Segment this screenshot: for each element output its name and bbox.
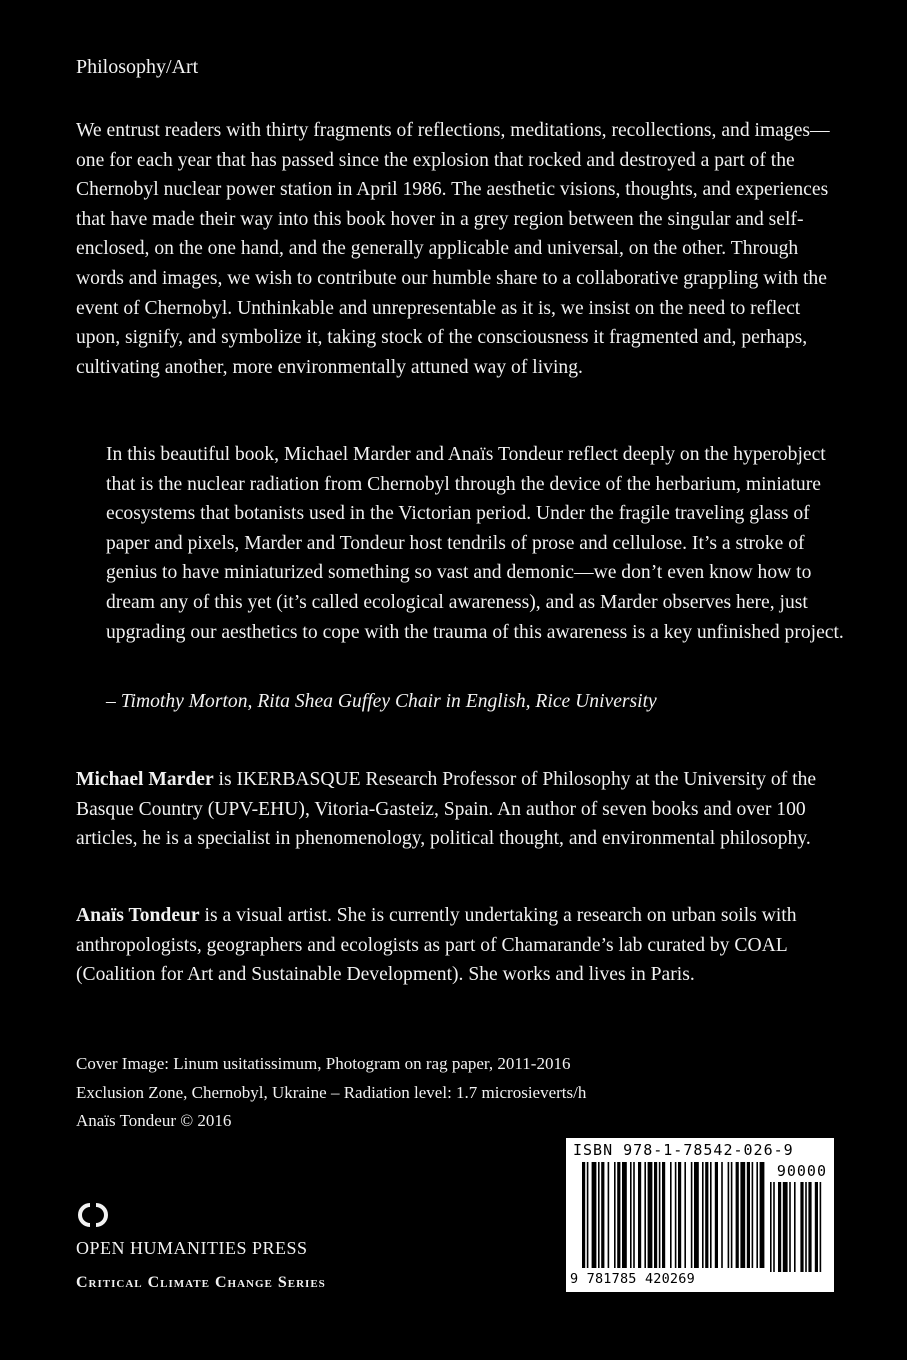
- barcode-bar: [601, 1162, 604, 1268]
- barcode-bar: [678, 1162, 681, 1268]
- barcode-bar: [644, 1162, 646, 1268]
- barcode-bar: [587, 1162, 589, 1268]
- isbn-barcode: [566, 1138, 834, 1292]
- barcode-bars: [572, 1160, 828, 1272]
- book-description: We entrust readers with thirty fragments of reflections, meditations, recollections, and images—one for each year that has passed since the explosion that rocked and destroyed a part of the Chernobyl nuclear power station in April 1986. The aesthetic visions, thoughts, and experiences that have made their way into this book hover in a grey region between the singular and self-enclosed, on the one hand, and the generally applicable and universal, on the other. Through words and images, we wish to contribute our humble share to a collaborative grappling with the event of Chernobyl. Unthinkable and unrepresentable as it is, we insist on the need to reflect upon, signify, and symbolize it, taking stock of the consciousness it fragmented and, perhaps, cultivating another, more environmentally attuned way of living.: [76, 120, 830, 378]
- barcode-addon-bar: [773, 1182, 775, 1272]
- barcode-bar: [694, 1162, 699, 1268]
- barcode-bar: [592, 1162, 597, 1268]
- barcode-bar: [740, 1162, 745, 1268]
- barcode-bar: [705, 1162, 708, 1268]
- barcode-bar: [710, 1162, 712, 1268]
- barcode-bar: [760, 1162, 765, 1268]
- barcode-addon-bar: [789, 1182, 791, 1272]
- barcode-addon-bar: [820, 1182, 822, 1272]
- barcode-bar: [670, 1162, 672, 1268]
- barcode-bar: [659, 1162, 661, 1268]
- author-bio-text: is IKERBASQUE Research Professor of Philosophy at the University of the Basque Country (UPV-EHU), Vitoria-Gasteiz, Spain. An author of seven books and over 100 articles, he is a specialist in phenomenology, political thought, and environmental philosophy.: [76, 769, 817, 850]
- barcode-bar: [691, 1162, 693, 1268]
- barcode-bar: [633, 1162, 635, 1268]
- publisher-logo-icon: [76, 1203, 110, 1227]
- barcode-addon-bar: [815, 1182, 818, 1272]
- barcode-bar: [608, 1162, 610, 1268]
- barcode-addon-bar: [805, 1182, 807, 1272]
- barcode-bar: [622, 1162, 627, 1268]
- barcode-bar: [614, 1162, 616, 1268]
- barcode-addon-bar: [800, 1182, 803, 1272]
- barcode-addon-bar: [783, 1182, 788, 1272]
- credit-line: Cover Image: Linum usitatissimum, Photogram on rag paper, 2011-2016: [76, 1054, 571, 1073]
- author-bio-marder: [76, 765, 846, 854]
- author-name: Michael Marder: [76, 769, 214, 790]
- publisher-name: OPEN HUMANITIES PRESS: [76, 1238, 308, 1258]
- barcode-bar: [756, 1162, 758, 1268]
- barcode-bar: [675, 1162, 677, 1268]
- credit-line: Anaïs Tondeur © 2016: [76, 1111, 232, 1130]
- barcode-bar: [662, 1162, 665, 1268]
- price-code: 90000: [776, 1162, 827, 1180]
- barcode-bar: [728, 1162, 730, 1268]
- barcode-bar: [747, 1162, 750, 1268]
- author-bio-text: is a visual artist. She is currently undertaking a research on urban soils with anthropologists, geographers and ecologists as part of Chamarande’s lab curated by COAL (Coalition for Art and Sustainable Development). She works and lives in Paris.: [76, 905, 797, 986]
- barcode-bar: [630, 1162, 632, 1268]
- series-name: Critical Climate Change Series: [76, 1274, 326, 1291]
- barcode-bar: [648, 1162, 653, 1268]
- barcode-bar: [684, 1162, 686, 1268]
- barcode-bar: [702, 1162, 704, 1268]
- endorsement-attribution: – Timothy Morton, Rita Shea Guffey Chair in English, Rice University: [106, 691, 657, 712]
- cover-credits: [76, 1050, 586, 1136]
- barcode-bar: [598, 1162, 600, 1268]
- endorsement-quote: In this beautiful book, Michael Marder and Anaïs Tondeur reflect deeply on the hyperobject that is the nuclear radiation from Chernobyl through the device of the herbarium, miniature ecosystems that botanists used in the Victorian period. Under the fragile traveling glass of paper and pixels, Marder and Tondeur host tendrils of prose and cellulose. It’s a stroke of genius to have miniaturized something so vast and demonic—we don’t even know how to dream any of this yet (it’s called ecological awareness), and as Marder observes here, just upgrading our aesthetics to cope with the trauma of this awareness is a key unfinished project.: [106, 444, 844, 643]
- barcode-bar: [721, 1162, 723, 1268]
- author-name: Anaïs Tondeur: [76, 905, 200, 926]
- credit-line: Exclusion Zone, Chernobyl, Ukraine – Radiation level: 1.7 microsieverts/h: [76, 1082, 587, 1102]
- barcode-bar: [731, 1162, 733, 1268]
- barcode-bar: [752, 1162, 754, 1268]
- barcode-bar: [617, 1162, 620, 1268]
- category-label: Philosophy/Art: [76, 56, 199, 78]
- barcode-bar: [638, 1162, 641, 1268]
- barcode-bar: [715, 1162, 718, 1268]
- author-bio-tondeur: [76, 901, 846, 990]
- barcode-bar: [654, 1162, 657, 1268]
- barcode-bar: [582, 1162, 585, 1268]
- barcode-addon-bar: [794, 1182, 796, 1272]
- barcode-addon-bar: [778, 1182, 781, 1272]
- barcode-addon-bar: [808, 1182, 811, 1272]
- barcode-bar: [736, 1162, 739, 1268]
- barcode-addon-bar: [770, 1182, 772, 1272]
- barcode-digits: 9 781785 420269: [570, 1271, 695, 1287]
- isbn-number: ISBN 978-1-78542-026-9: [573, 1141, 794, 1159]
